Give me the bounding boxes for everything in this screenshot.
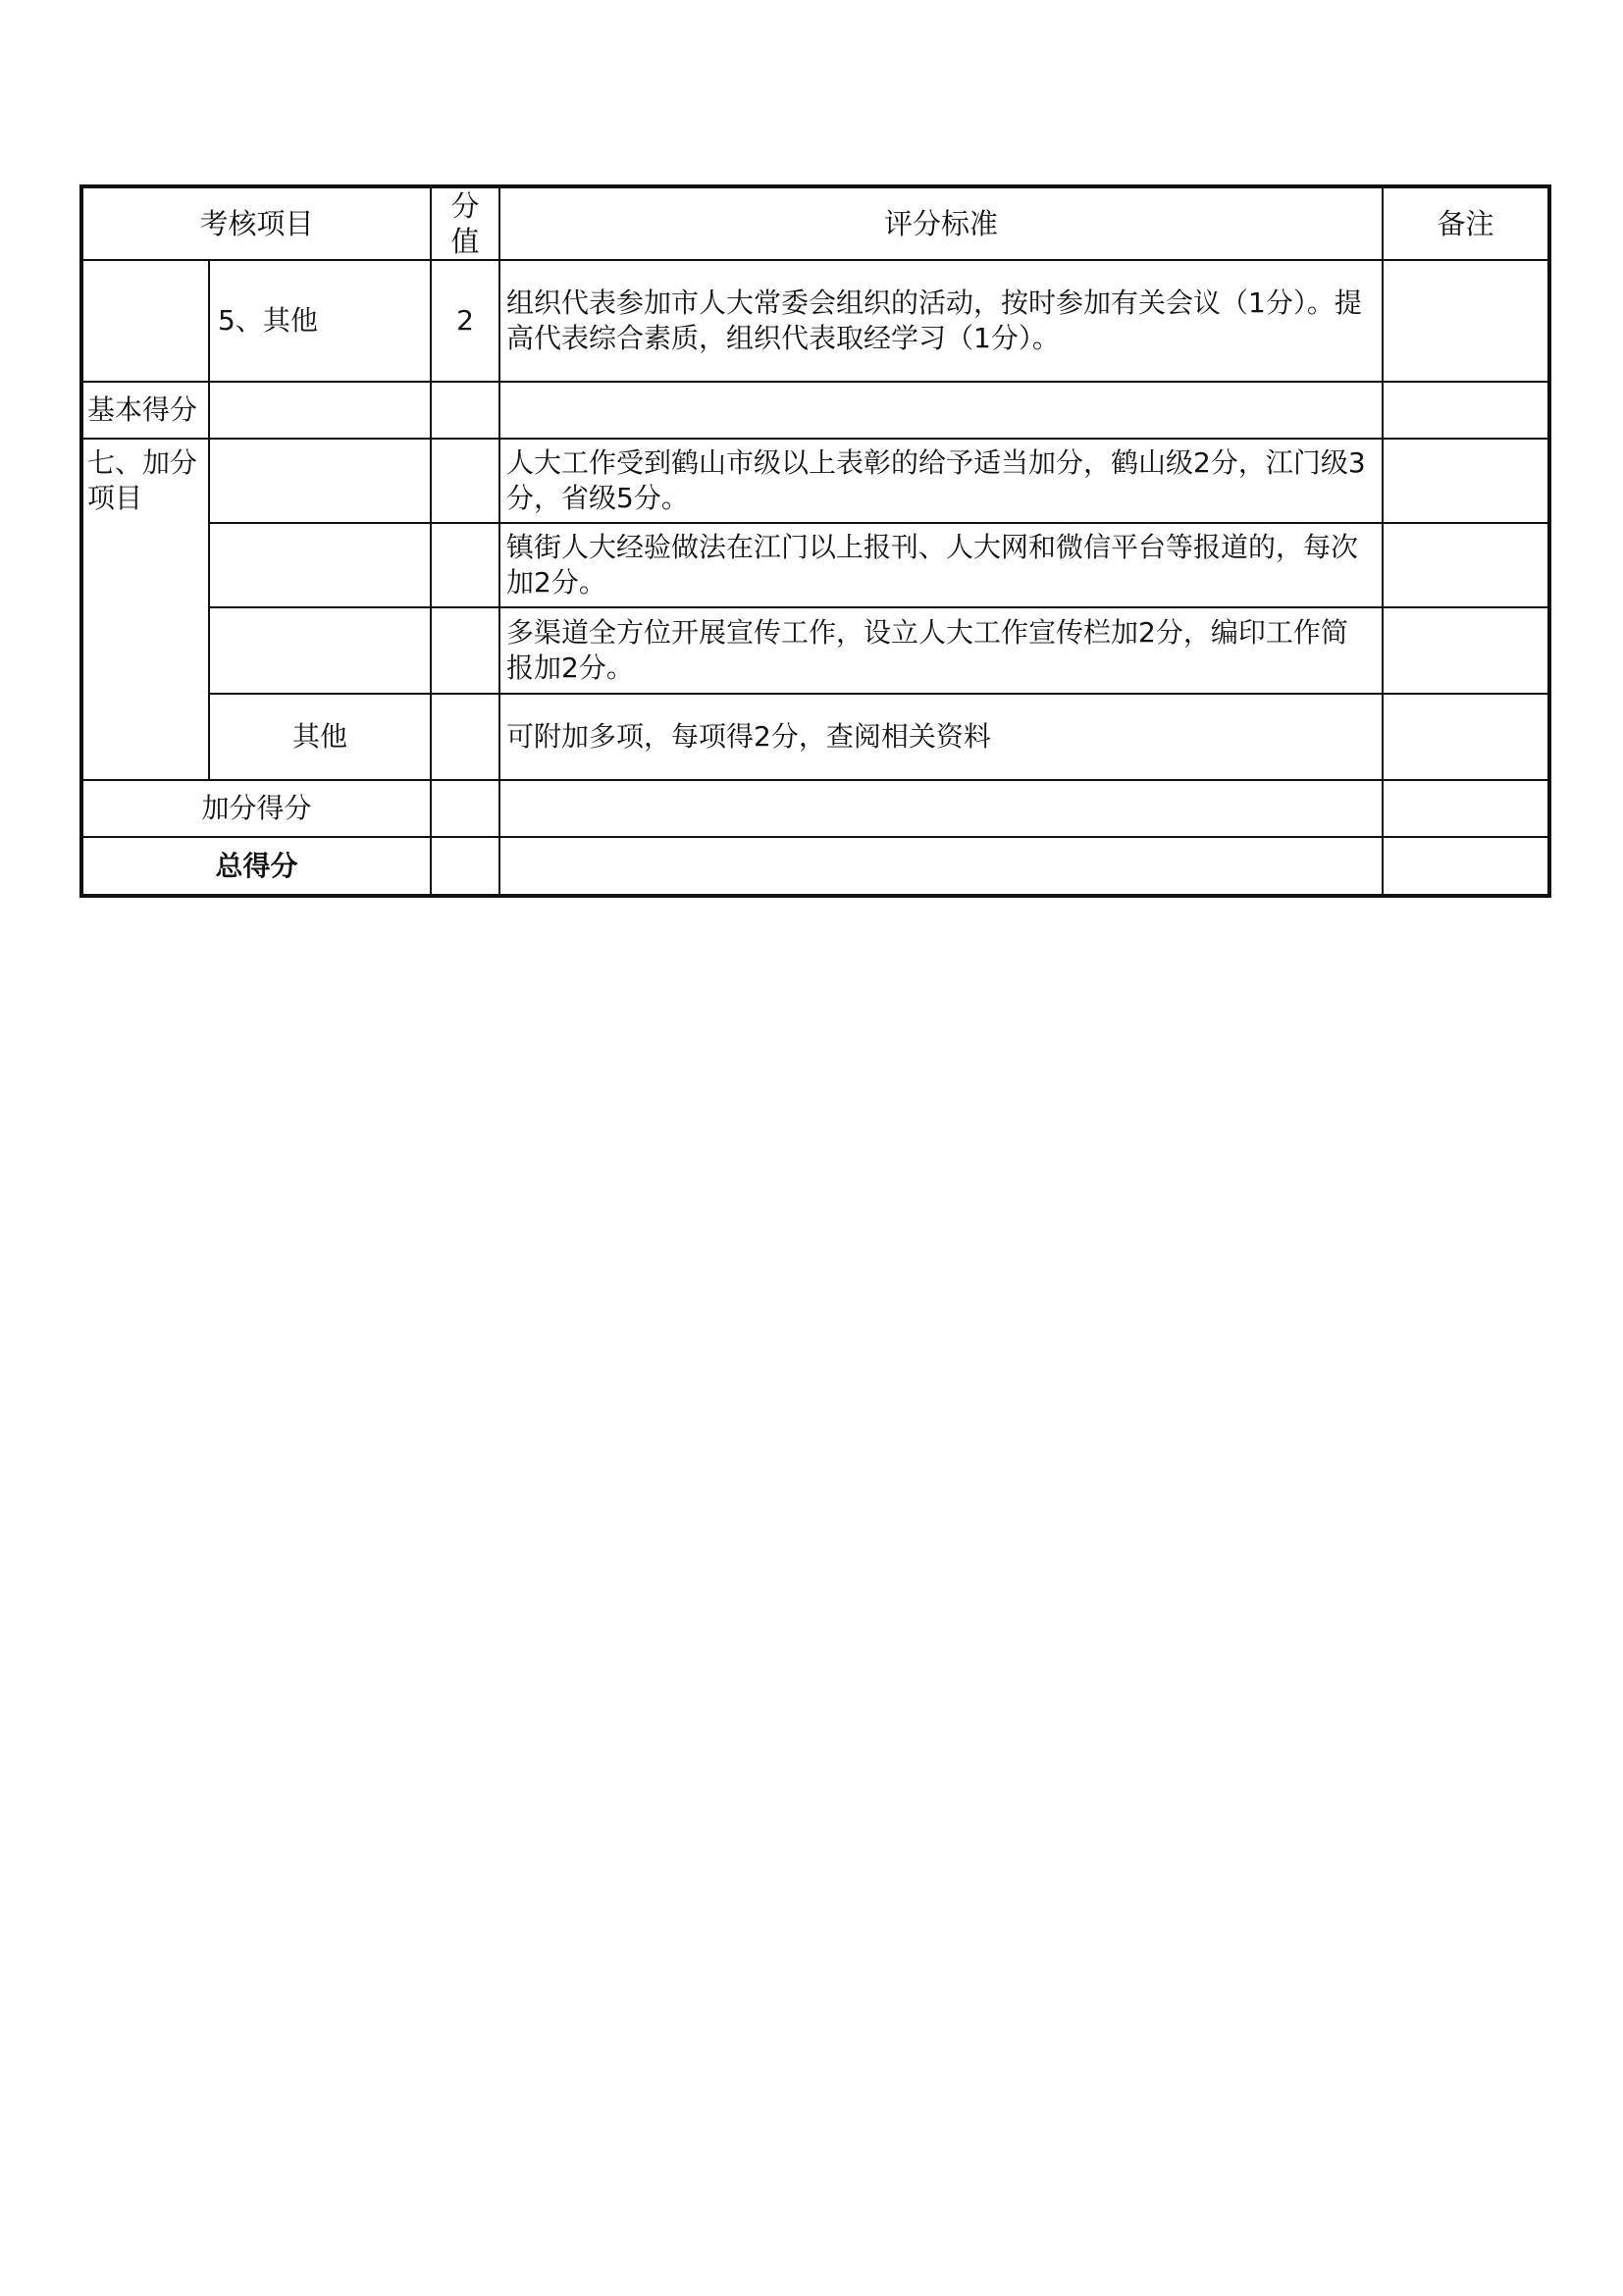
table-row-basic-score: [81, 382, 1549, 439]
table-row-bonus-1: [81, 439, 1549, 523]
bonus-3-score: [431, 607, 499, 694]
item-other5-criteria: 组织代表参加市人大常委会组织的活动，按时参加有关会议（1分）。提高代表综合素质，组织代表取经学习（1分）。: [499, 260, 1383, 382]
header-score: 分值: [431, 186, 499, 260]
total-score-label: 总得分: [81, 837, 431, 896]
bonus-score-remarks: [1383, 780, 1549, 837]
bonus-3-label: [209, 607, 431, 694]
basic-score-remarks: [1383, 382, 1549, 439]
header-row: [81, 186, 1549, 260]
bonus-1-label: [209, 439, 431, 523]
basic-score-label: 基本得分: [81, 382, 209, 439]
bonus-1-remarks: [1383, 439, 1549, 523]
header-item: 考核项目: [81, 186, 431, 260]
bonus-other-criteria: 可附加多项，每项得2分，查阅相关资料: [499, 694, 1383, 780]
header-criteria: 评分标准: [499, 186, 1383, 260]
basic-score-value: [431, 382, 499, 439]
bonus-1-criteria: 人大工作受到鹤山市级以上表彰的给予适当加分，鹤山级2分，江门级3分，省级5分。: [499, 439, 1383, 523]
bonus-other-label: 其他: [209, 694, 431, 780]
scoring-table: [79, 184, 1551, 898]
item-other5-remarks: [1383, 260, 1549, 382]
bonus-3-remarks: [1383, 607, 1549, 694]
total-score-value: [431, 837, 499, 896]
blank-category-cell: [81, 260, 209, 382]
bonus-score-value: [431, 780, 499, 837]
bonus-other-score: [431, 694, 499, 780]
total-score-remarks: [1383, 837, 1549, 896]
bonus-2-score: [431, 523, 499, 607]
table-row-bonus-2: [81, 523, 1549, 607]
bonus-2-label: [209, 523, 431, 607]
bonus-other-remarks: [1383, 694, 1549, 780]
bonus-2-remarks: [1383, 523, 1549, 607]
table-row-bonus-3: [81, 607, 1549, 694]
bonus-3-criteria: 多渠道全方位开展宣传工作，设立人大工作宣传栏加2分，编印工作简报加2分。: [499, 607, 1383, 694]
total-score-criteria: [499, 837, 1383, 896]
table-row-bonus-score: [81, 780, 1549, 837]
table-row-total-score: [81, 837, 1549, 896]
bonus-1-score: [431, 439, 499, 523]
header-remarks: 备注: [1383, 186, 1549, 260]
table-row-other5: [81, 260, 1549, 382]
bonus-score-criteria: [499, 780, 1383, 837]
table-row-bonus-other: [81, 694, 1549, 780]
bonus-score-label: 加分得分: [81, 780, 431, 837]
basic-score-sub: [209, 382, 431, 439]
bonus-section-label: 七、加分项目: [81, 439, 209, 780]
item-other5-label: 5、其他: [209, 260, 431, 382]
bonus-2-criteria: 镇街人大经验做法在江门以上报刊、人大网和微信平台等报道的，每次加2分。: [499, 523, 1383, 607]
basic-score-criteria: [499, 382, 1383, 439]
item-other5-score: 2: [431, 260, 499, 382]
